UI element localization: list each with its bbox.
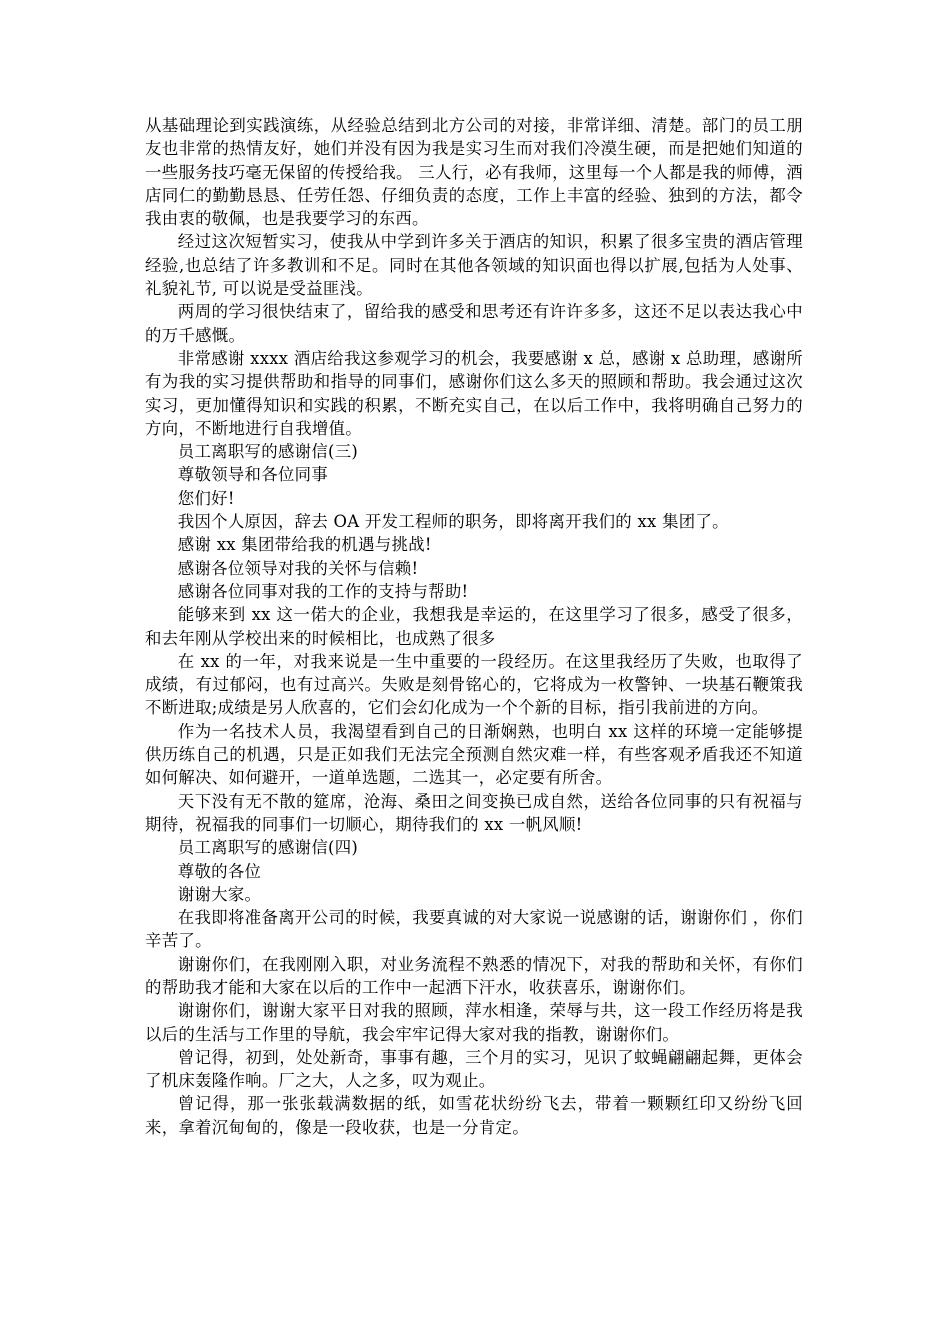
greeting: 您们好! (177, 488, 235, 508)
paragraph: 感谢各位同事对我的工作的支持与帮助! (177, 581, 469, 601)
paragraph-continued: 从基础理论到实践演练，从经验总结到北方公司的对接，非常详细、清楚。部门的员工朋友也非常的热情友好，她们并没有因为我是实习生而对我们冷漠生硬，而是把她们知道的一些服务技巧毫无保留的传授给我。 三人行，必有我师，这里每一个人都是我的师傅，酒店同仁的勤勤恳恳、任劳任怨、仔细负责的态度，工作上丰富的经验、独到的方法，都令我由衷的敬佩，也是我要学习的东西。 (145, 116, 803, 229)
paragraph: 天下没有无不散的筵席，沧海、桑田之间变换已成自然，送给各位同事的只有祝福与期待，祝福我的同事们一切顺心，期待我们的 xx 一帆风顺! (145, 791, 803, 834)
section-heading: 员工离职写的感谢信(三) (177, 442, 359, 462)
paragraph: 能够来到 xx 这一偌大的企业，我想我是幸运的，在这里学习了很多，感受了很多，和去年刚从学校出来的时候相比，也成熟了很多 (145, 605, 803, 648)
paragraph: 谢谢你们，谢谢大家平日对我的照顾，萍水相逢，荣辱与共，这一段工作经历将是我以后的生活与工作里的导航，我会牢牢记得大家对我的指教，谢谢你们。 (145, 1001, 803, 1044)
section-heading: 员工离职写的感谢信(四) (177, 838, 359, 858)
document-body (145, 114, 803, 1139)
paragraph: 感谢 xx 集团带给我的机遇与挑战! (177, 535, 432, 555)
paragraph: 非常感谢 xxxx 酒店给我这参观学习的机会，我要感谢 x 总，感谢 x 总助理，感谢所有为我的实习提供帮助和指导的同事们，感谢你们这么多天的照顾和帮助。我会通过这次实习，更加懂得知识和实践的积累，不断充实自己，在以后工作中，我将明确自己努力的方向，不断地进行自我增值。 (145, 348, 803, 438)
paragraph: 曾记得，初到，处处新奇，事事有趣，三个月的实习，见识了蚊蝇翩翩起舞，更体会了机床轰隆作响。厂之大，人之多，叹为观止。 (145, 1047, 803, 1091)
paragraph: 两周的学习很快结束了，留给我的感受和思考还有许许多多，这还不足以表达我心中的万千感慨。 (145, 302, 803, 345)
salutation: 尊敬领导和各位同事 (177, 465, 329, 485)
paragraph: 经过这次短暂实习，使我从中学到许多关于酒店的知识，积累了很多宝贵的酒店管理经验,也总结了许多教训和不足。同时在其他各领域的知识面也得以扩展,包括为人处事、礼貌礼节, 可以说是受益匪浅。 (145, 232, 803, 299)
salutation: 尊敬的各位 (177, 861, 262, 881)
paragraph: 谢谢你们，在我刚刚入职，对业务流程不熟悉的情况下，对我的帮助和关怀，有你们的帮助我才能和大家在以后的工作中一起洒下汗水，收获喜乐，谢谢你们。 (145, 954, 803, 997)
paragraph: 在我即将准备离开公司的时候，我要真诚的对大家说一说感谢的话，谢谢你们 ，你们辛苦了。 (145, 908, 803, 951)
paragraph: 作为一名技术人员，我渴望看到自己的日渐娴熟，也明白 xx 这样的环境一定能够提供历练自己的机遇，只是正如我们无法完全预测自然灾难一样，有些客观矛盾我还不知道如何解决、如何避开，一道单选题，二选其一，必定要有所舍。 (145, 721, 803, 788)
paragraph: 我因个人原因，辞去 OA 开发工程师的职务，即将离开我们的 xx 集团了。 (177, 512, 729, 532)
paragraph: 感谢各位领导对我的关怀与信赖! (177, 558, 419, 578)
paragraph: 在 xx 的一年，对我来说是一生中重要的一段经历。在这里我经历了失败，也取得了成绩，有过郁闷，也有过高兴。失败是刻骨铭心的，它将成为一枚警钟、一块基石鞭策我不断进取;成绩是另人欣喜的，它们会幻化成为一个个新的目标，指引我前进的方向。 (145, 651, 803, 718)
greeting: 谢谢大家。 (177, 884, 262, 904)
paragraph: 曾记得，那一张张载满数据的纸，如雪花状纷纷飞去，带着一颗颗红印又纷纷飞回来，拿着沉甸甸的，像是一段收获，也是一分肯定。 (145, 1094, 803, 1137)
